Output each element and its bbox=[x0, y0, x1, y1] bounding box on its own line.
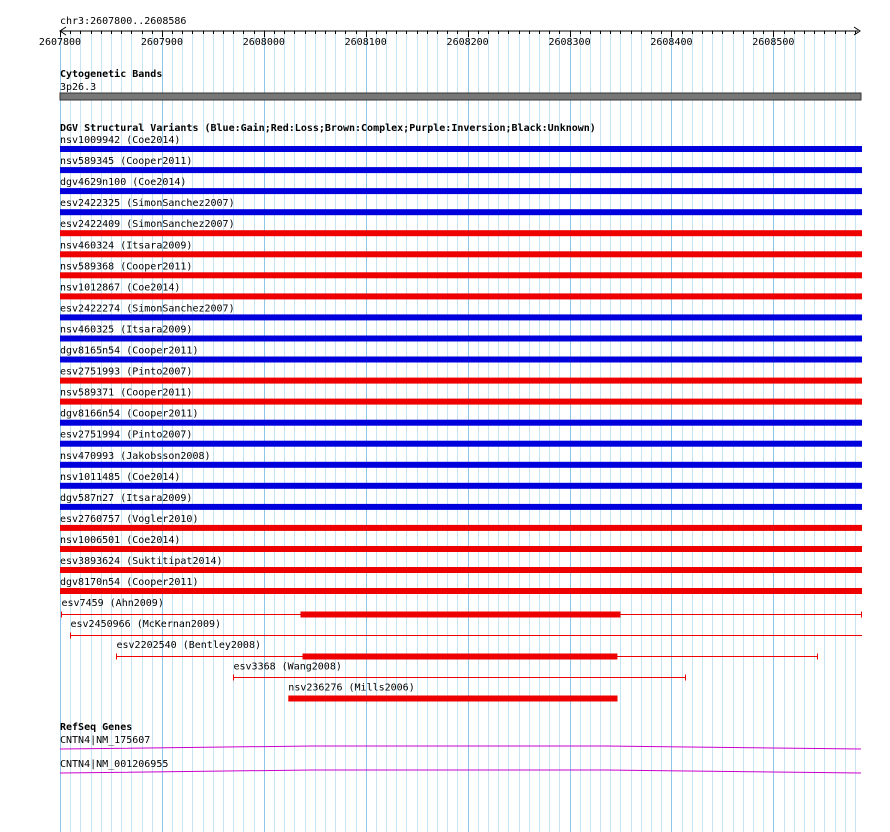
sv-bar[interactable] bbox=[60, 272, 862, 278]
sv-label[interactable]: esv2422325 (SimonSanchez2007) bbox=[60, 198, 235, 210]
sv-bar[interactable] bbox=[60, 525, 862, 531]
refseq-track bbox=[60, 722, 861, 773]
sv-label[interactable]: nsv460324 (Itsara2009) bbox=[60, 240, 193, 252]
ruler-track bbox=[39, 16, 860, 48]
sv-label[interactable]: dgv587n27 (Itsara2009) bbox=[60, 492, 193, 504]
sv-bar[interactable] bbox=[60, 188, 862, 194]
gene-intron-line[interactable] bbox=[60, 746, 861, 749]
sv-label[interactable]: dgv8165n54 (Cooper2011) bbox=[60, 345, 199, 357]
sv-label[interactable]: dgv8170n54 (Cooper2011) bbox=[60, 577, 199, 588]
sv-core-bar[interactable] bbox=[288, 696, 617, 702]
sv-bar[interactable] bbox=[60, 314, 862, 320]
sv-bar[interactable] bbox=[60, 293, 862, 299]
sv-label[interactable]: nsv1009942 (Coe2014) bbox=[60, 135, 181, 146]
ruler-tick-label: 2608000 bbox=[242, 37, 285, 48]
sv-label[interactable]: nsv460325 (Itsara2009) bbox=[60, 324, 193, 336]
sv-bar[interactable] bbox=[60, 230, 862, 236]
sv-label[interactable]: esv7459 (Ahn2009) bbox=[61, 598, 164, 610]
dgv-track bbox=[60, 122, 862, 702]
sv-bar[interactable] bbox=[60, 251, 862, 257]
sv-bar[interactable] bbox=[60, 378, 862, 384]
sv-label[interactable]: nsv1006501 (Coe2014) bbox=[60, 535, 181, 546]
ruler-tick-label: 2608200 bbox=[446, 37, 489, 48]
sv-label[interactable]: nsv1011485 (Coe2014) bbox=[60, 471, 181, 483]
sv-label[interactable]: esv2751993 (Pinto2007) bbox=[60, 366, 193, 378]
sv-label[interactable]: nsv1012867 (Coe2014) bbox=[60, 282, 181, 294]
sv-label[interactable]: esv2751994 (Pinto2007) bbox=[60, 429, 193, 441]
sv-bar[interactable] bbox=[60, 504, 862, 510]
sv-bar[interactable] bbox=[60, 209, 862, 215]
cytoband-band[interactable] bbox=[60, 93, 861, 100]
sv-label[interactable]: esv3368 (Wang2008) bbox=[233, 661, 342, 673]
sv-label[interactable]: esv2422409 (SimonSanchez2007) bbox=[60, 219, 235, 231]
sv-label[interactable]: dgv4629n100 (Coe2014) bbox=[60, 177, 187, 189]
cytoband-track-title: Cytogenetic Bands bbox=[60, 69, 163, 80]
sv-bar[interactable] bbox=[60, 462, 862, 468]
gene-label[interactable]: CNTN4|NM_001206955 bbox=[60, 759, 169, 770]
sv-label[interactable]: nsv589345 (Cooper2011) bbox=[60, 156, 193, 168]
sv-label[interactable]: esv3893624 (Suktitipat2014) bbox=[60, 556, 223, 567]
sv-label[interactable]: esv2760757 (Vogler2010) bbox=[60, 513, 199, 525]
region-label: chr3:2607800..2608586 bbox=[60, 16, 187, 27]
ruler-tick-label: 2607800 bbox=[38, 37, 82, 48]
sv-core-bar[interactable] bbox=[303, 654, 618, 660]
cytoband-band-label: 3p26.3 bbox=[60, 82, 97, 93]
cytoband-track bbox=[60, 68, 861, 100]
sv-bar[interactable] bbox=[60, 567, 862, 573]
gene-intron-line[interactable] bbox=[60, 770, 861, 773]
sv-label[interactable]: esv2422274 (SimonSanchez2007) bbox=[60, 303, 235, 315]
sv-label[interactable]: esv2202540 (Bentley2008) bbox=[116, 640, 261, 652]
sv-label[interactable]: nsv470993 (Jakobsson2008) bbox=[60, 450, 211, 462]
refseq-track-title: RefSeq Genes bbox=[60, 722, 133, 733]
sv-bar[interactable] bbox=[60, 167, 862, 173]
sv-bar[interactable] bbox=[60, 357, 862, 363]
ruler-tick-label: 2608100 bbox=[344, 37, 387, 48]
sv-bar[interactable] bbox=[60, 441, 862, 447]
ruler-tick-label: 2608300 bbox=[548, 37, 591, 48]
gene-label[interactable]: CNTN4|NM_175607 bbox=[60, 735, 151, 746]
dgv-track-title: DGV Structural Variants (Blue:Gain;Red:Loss;Brown:Complex;Purple:Inversion;Black:Unknown) bbox=[60, 123, 596, 134]
sv-label[interactable]: nsv236276 (Mills2006) bbox=[288, 682, 415, 694]
ruler-tick-label: 2607900 bbox=[140, 37, 183, 48]
sv-bar[interactable] bbox=[60, 420, 862, 426]
sv-label[interactable]: nsv589371 (Cooper2011) bbox=[60, 387, 193, 399]
sv-bar[interactable] bbox=[60, 146, 862, 152]
sv-label[interactable]: nsv589368 (Cooper2011) bbox=[60, 261, 193, 273]
sv-core-bar[interactable] bbox=[301, 612, 621, 618]
ruler-tick-label: 2608400 bbox=[650, 37, 693, 48]
sv-bar[interactable] bbox=[60, 336, 862, 342]
sv-bar[interactable] bbox=[60, 588, 862, 594]
sv-label[interactable]: dgv8166n54 (Cooper2011) bbox=[60, 408, 199, 420]
ruler-tick-label: 2608500 bbox=[752, 37, 795, 48]
sv-label[interactable]: esv2450966 (McKernan2009) bbox=[70, 619, 222, 631]
sv-bar[interactable] bbox=[60, 399, 862, 405]
sv-bar[interactable] bbox=[60, 546, 862, 552]
sv-bar[interactable] bbox=[60, 483, 862, 489]
